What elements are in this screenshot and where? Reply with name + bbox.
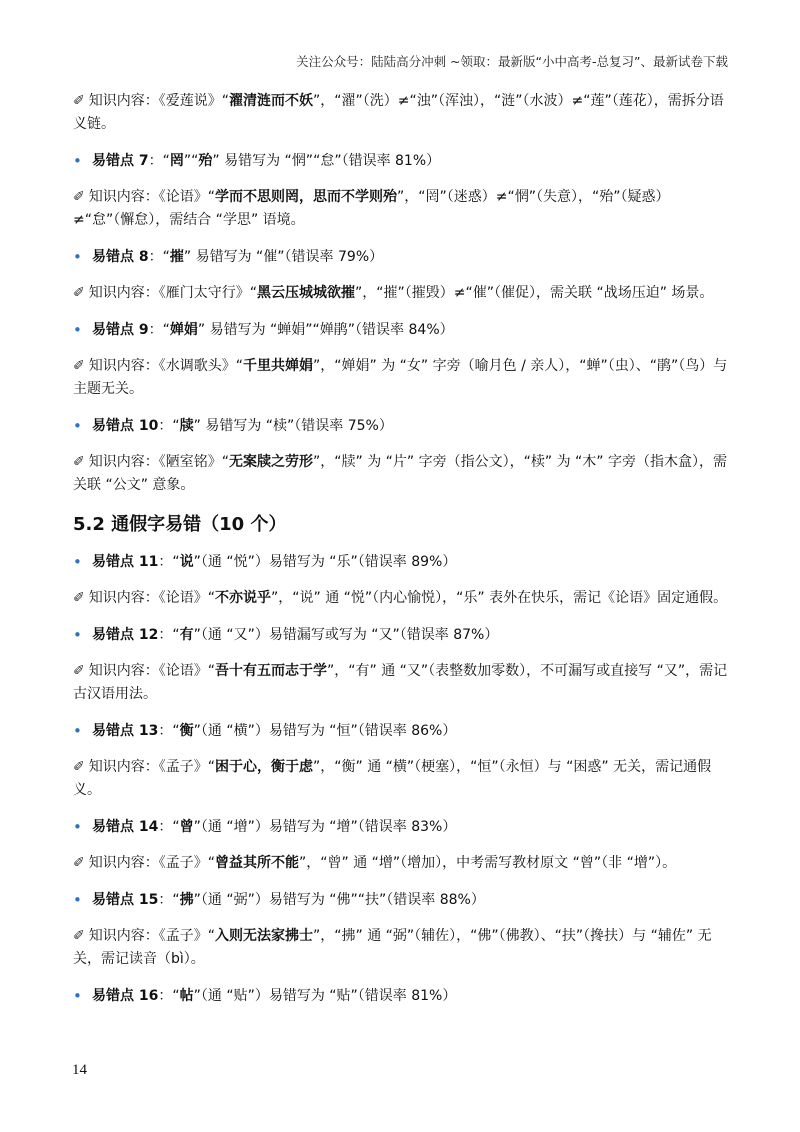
error-point-item: • 易错点 10：“牍” 易错写为 “椟”（错误率 75%） [73, 417, 393, 435]
bullet-dot: • [73, 248, 82, 266]
knowledge-note: ✐ 知识内容：《陋室铭》“无案牍之劳形”，“牍” 为 “片” 字旁（指公文），“椟” 为 “木” 字旁（指木盒），需关联 “公文” 意象。 [73, 454, 727, 493]
error-point-item: • 易错点 13：“衡”（通 “横”）易错写为 “恒”（错误率 86%） [73, 722, 457, 740]
knowledge-note: ✐ 知识内容：《孟子》“入则无法家拂士”，“拂” 通 “弼”（辅佐），“佛”（佛教）、“扶”（搀扶）与 “辅佐” 无关，需记读音（bì）。 [73, 928, 712, 967]
error-point-item: • 易错点 14：“曾”（通 “增”）易错写为 “增”（错误率 83%） [73, 818, 457, 836]
knowledge-note: ✐ 知识内容：《论语》“不亦说乎”，“说” 通 “悦”（内心愉悦），“乐” 表外在快乐，需记《论语》固定通假。 [73, 590, 728, 606]
bullet-dot: • [73, 722, 82, 740]
error-point-item: • 易错点 15：“拂”（通 “弼”）易错写为 “佛”“扶”（错误率 88%） [73, 891, 485, 909]
bullet-dot: • [73, 152, 82, 170]
bullet-dot: • [73, 626, 82, 644]
error-point-item: • 易错点 7：“罔”“殆” 易错写为 “惘”“怠”（错误率 81%） [73, 152, 441, 170]
error-point-item: • 易错点 16：“帖”（通 “贴”）易错写为 “贴”（错误率 81%） [73, 987, 457, 1005]
bullet-dot: • [73, 321, 82, 339]
pencil-icon: ✐ [73, 189, 85, 205]
pencil-icon: ✐ [73, 590, 85, 606]
page-header: 关注公众号：陆陆高分冲刺 ~领取：最新版“小中高考-总复习”、最新试卷下载 [296, 54, 728, 69]
pencil-icon: ✐ [73, 93, 85, 109]
bullet-dot: • [73, 417, 82, 435]
error-point-item: • 易错点 8：“摧” 易错写为 “催”（错误率 79%） [73, 248, 384, 266]
error-point-item: • 易错点 11：“说”（通 “悦”）易错写为 “乐”（错误率 89%） [73, 553, 457, 571]
pencil-icon: ✐ [73, 759, 85, 775]
pencil-icon: ✐ [73, 285, 85, 301]
document-body [73, 90, 728, 1021]
error-point-item: • 易错点 9：“婵娟” 易错写为 “蝉娟”“婵鹃”（错误率 84%） [73, 321, 454, 339]
pencil-icon: ✐ [73, 928, 85, 944]
bullet-dot: • [73, 818, 82, 836]
pencil-icon: ✐ [73, 454, 85, 470]
knowledge-note: ✐ 知识内容：《论语》“学而不思则罔，思而不学则殆”，“罔”（迷惑）≠“惘”（失意），“殆”（疑惑）≠“怠”（懈怠），需结合 “学思” 语境。 [73, 189, 670, 228]
bullet-dot: • [73, 987, 82, 1005]
knowledge-note: ✐ 知识内容：《论语》“吾十有五而志于学”，“有” 通 “又”（表整数加零数），不可漏写或直接写 “又”，需记古汉语用法。 [73, 663, 728, 702]
bullet-dot: • [73, 891, 82, 909]
knowledge-note: ✐ 知识内容：《雁门太守行》“黑云压城城欲摧”，“摧”（摧毁）≠“催”（催促），需关联 “战场压迫” 场景。 [73, 285, 714, 301]
pencil-icon: ✐ [73, 855, 85, 871]
pencil-icon: ✐ [73, 663, 85, 679]
section-heading: 5.2 通假字易错（10 个） [73, 514, 287, 535]
knowledge-note: ✐ 知识内容：《水调歌头》“千里共婵娟”，“婵娟” 为 “女” 字旁（喻月色 / 亲人），“蝉”（虫）、“鹃”（鸟）与主题无关。 [73, 358, 728, 397]
error-point-item: • 易错点 12：“有”（通 “又”）易错漏写或写为 “又”（错误率 87%） [73, 626, 499, 644]
knowledge-note: ✐ 知识内容：《孟子》“困于心，衡于虑”，“衡” 通 “横”（梗塞），“恒”（永恒）与 “困惑” 无关，需记通假义。 [73, 759, 712, 798]
knowledge-note: ✐ 知识内容：《爱莲说》“濯清涟而不妖”，“濯”（洗）≠“浊”（浑浊），“涟”（水波）≠“莲”（莲花），需拆分语义链。 [73, 93, 724, 132]
bullet-dot: • [73, 553, 82, 571]
pencil-icon: ✐ [73, 358, 85, 374]
knowledge-note: ✐ 知识内容：《孟子》“曾益其所不能”，“曾” 通 “增”（增加），中考需写教材原文 “曾”（非 “增”）。 [73, 855, 677, 871]
page-number: 14 [72, 1062, 87, 1078]
